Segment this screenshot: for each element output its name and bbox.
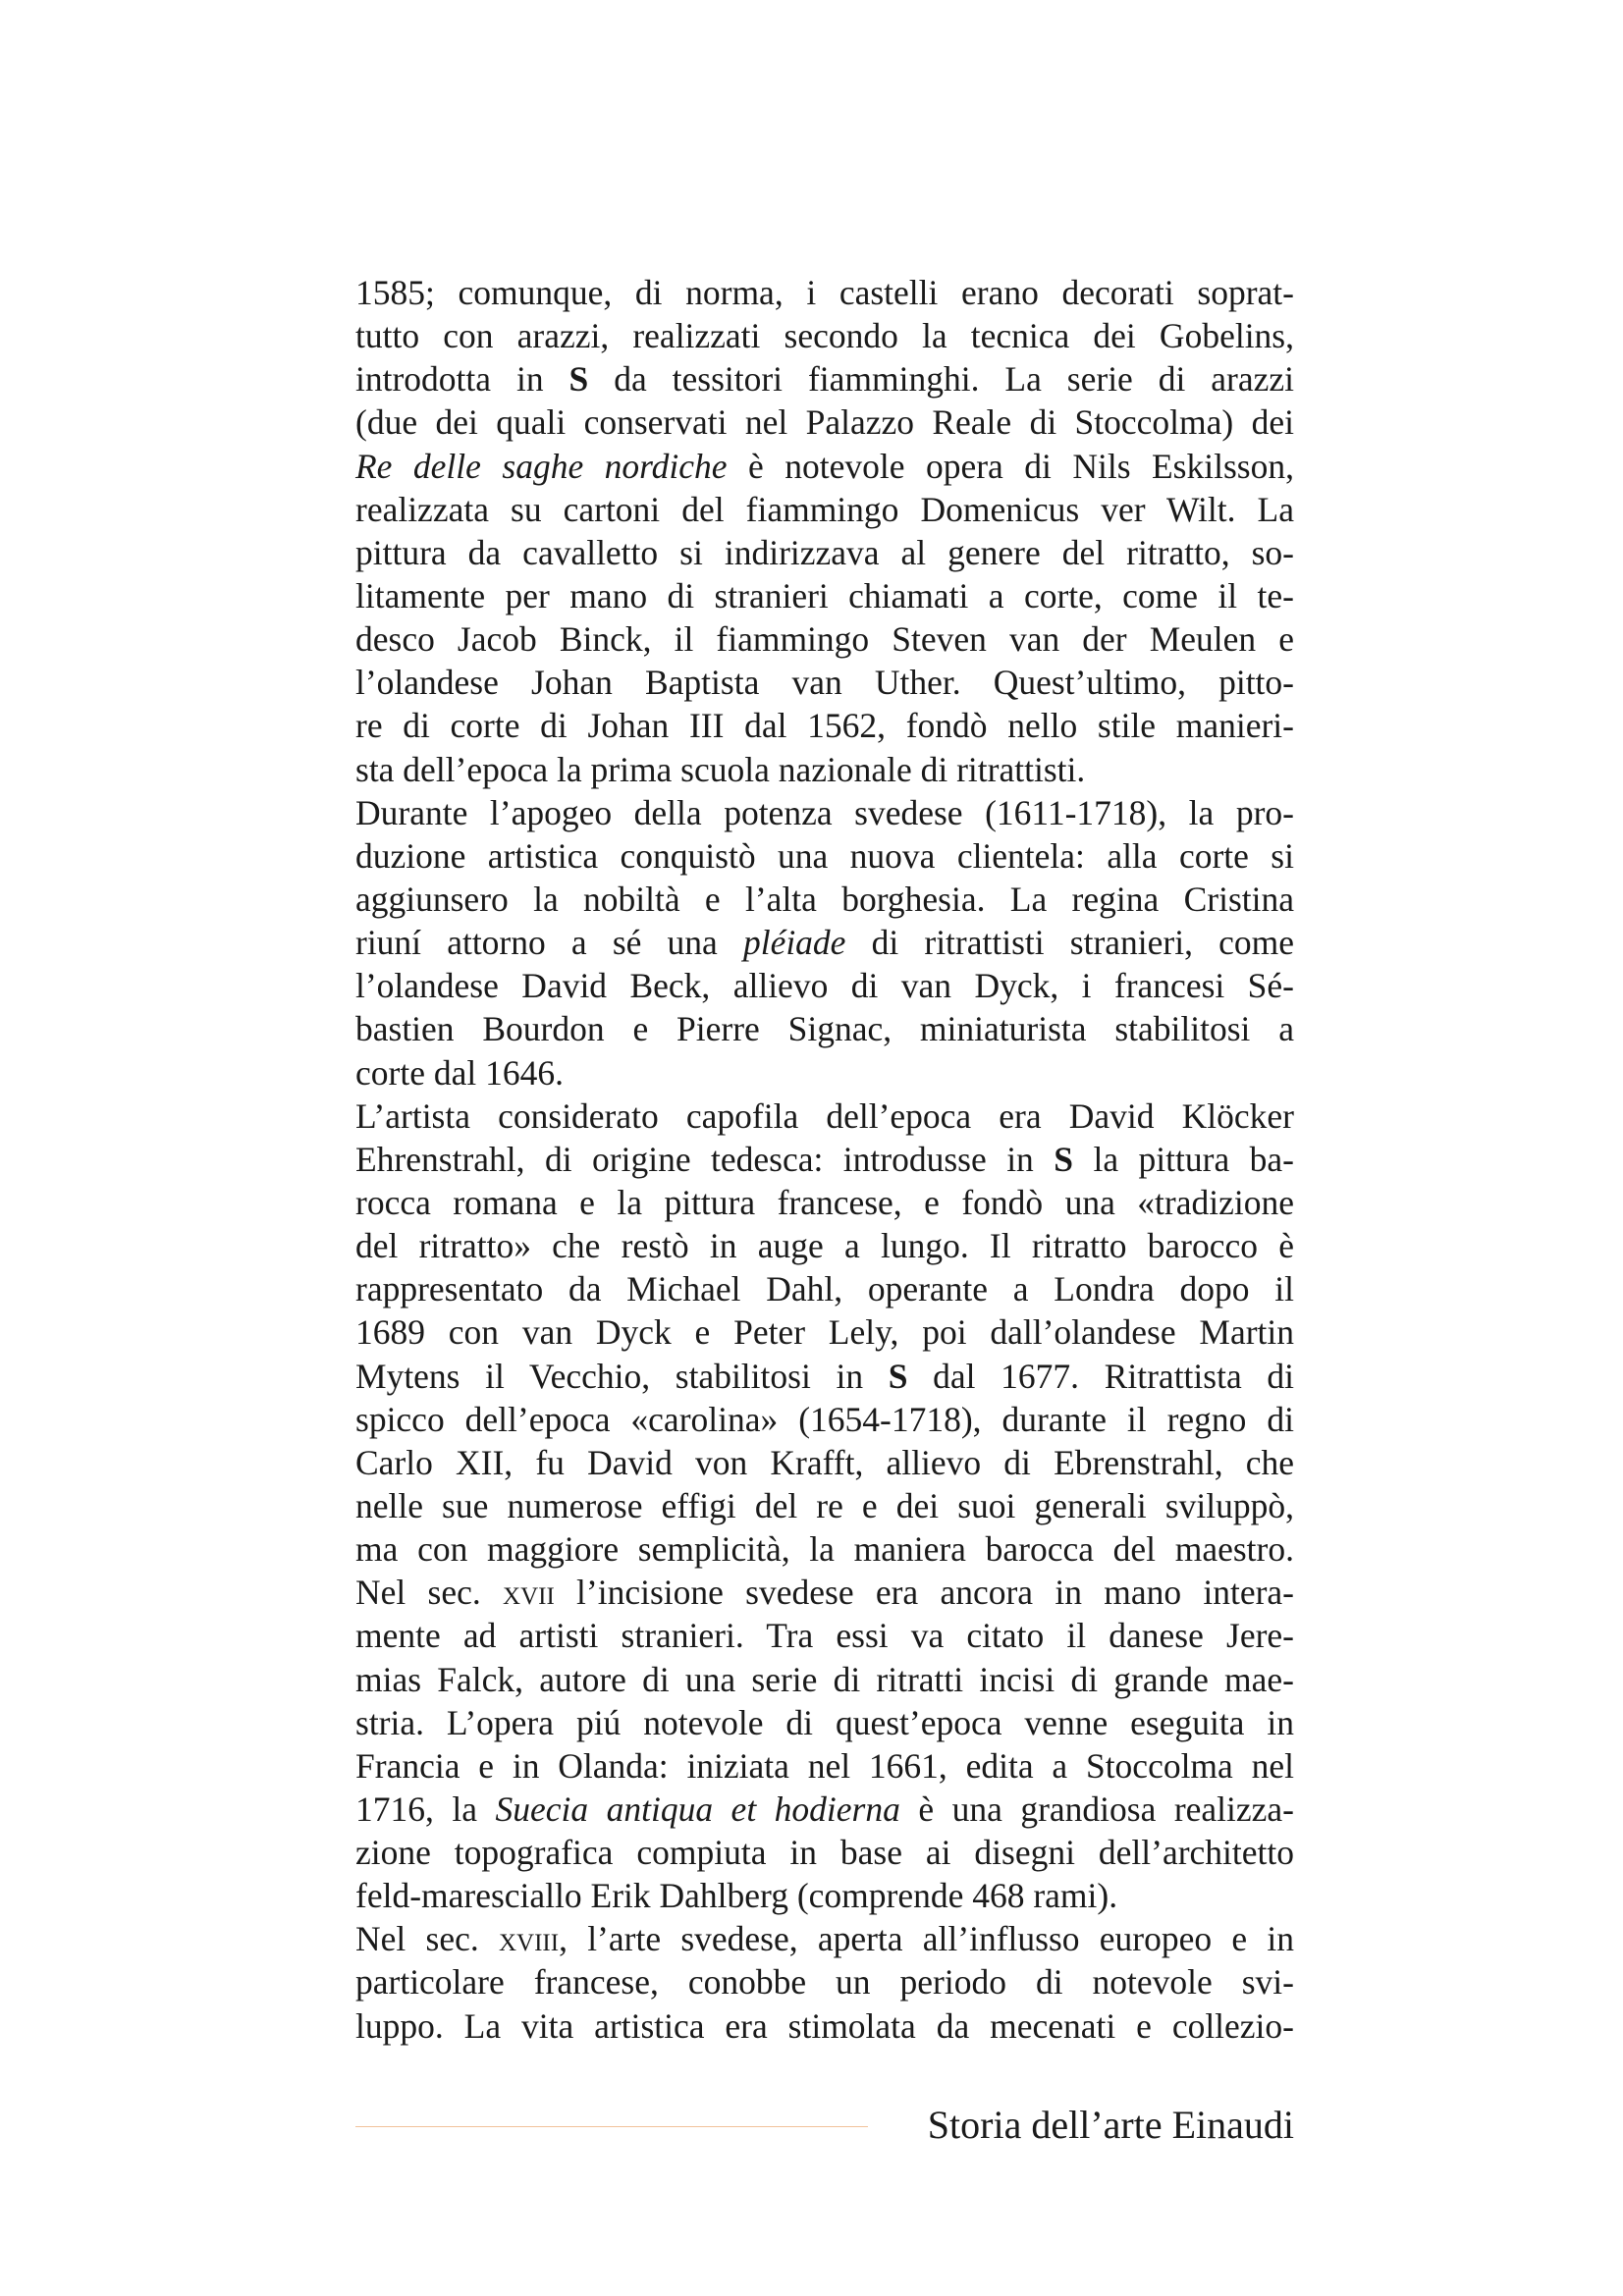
text-run: l’incisione svedese era ancora in mano intera-: [554, 1573, 1294, 1613]
text-run: la pittura ba-: [1073, 1139, 1294, 1179]
text-run: feld-maresciallo Erik Dahlberg (comprende 468 rami).: [355, 1876, 1118, 1916]
text-run: Re delle saghe nordiche: [355, 446, 728, 486]
text-run: litamente per mano di stranieri chiamati a corte, come il te-: [355, 575, 1294, 615]
text-run: l’olandese Johan Baptista van Uther. Quest’ultimo, pitto-: [355, 663, 1294, 703]
body-line: [355, 964, 1294, 1007]
text-run: da tessitori fiamminghi. La serie di arazzi: [588, 359, 1294, 400]
body-line: [355, 617, 1294, 661]
text-run: Nel sec.: [355, 1573, 504, 1613]
text-run: duzione artistica conquistò una nuova clientela: alla corte si: [355, 835, 1294, 876]
body-line: [355, 1831, 1294, 1874]
body-line: [355, 1355, 1294, 1398]
body-line: [355, 1007, 1294, 1050]
body-line: [355, 531, 1294, 574]
text-run: Nel sec.: [355, 1919, 499, 1959]
body-line: [355, 357, 1294, 400]
text-run: l’olandese David Beck, allievo di van Dyck, i francesi Sé-: [355, 966, 1294, 1006]
text-run: aggiunsero la nobiltà e l’alta borghesia. La regina Cristina: [355, 879, 1294, 919]
text-run: realizzata su cartoni del fiammingo Domenicus ver Wilt. La: [355, 489, 1294, 529]
text-run: zione topografica compiuta in base ai disegni dell’architetto: [355, 1833, 1294, 1873]
body-line: [355, 1398, 1294, 1441]
text-run: ma con maggiore semplicità, la maniera barocca del maestro.: [355, 1529, 1294, 1570]
body-line: [355, 1181, 1294, 1224]
text-run: Mytens il Vecchio, stabilitosi in: [355, 1356, 889, 1396]
text-run: pléiade: [742, 923, 846, 963]
body-line: [355, 1267, 1294, 1310]
body-line: [355, 271, 1294, 314]
body-line: [355, 1310, 1294, 1354]
body-line: [355, 400, 1294, 444]
text-run: Suecia antiqua et hodierna: [495, 1789, 900, 1829]
body-line: [355, 878, 1294, 921]
body-line: [355, 704, 1294, 747]
text-run: luppo. La vita artistica era stimolata da mecenati e collezio-: [355, 2005, 1294, 2046]
text-run: 1689 con van Dyck e Peter Lely, poi dall’olandese Martin: [355, 1312, 1294, 1353]
text-run: xvii: [503, 1573, 555, 1613]
body-line: [355, 921, 1294, 964]
text-run: Ehrenstrahl, di origine tedesca: introdusse in: [355, 1139, 1055, 1179]
text-run: riuní attorno a sé una: [355, 923, 743, 963]
body-line: [355, 1658, 1294, 1701]
text-run: sta dell’epoca la prima scuola nazionale di ritrattisti.: [355, 749, 1086, 789]
text-run: nelle sue numerose effigi del re e dei suoi generali sviluppò,: [355, 1485, 1294, 1525]
body-line: [355, 1441, 1294, 1484]
text-run: del ritratto» che restò in auge a lungo. Il ritratto barocco è: [355, 1226, 1294, 1266]
text-run: dal 1677. Ritrattista di: [907, 1356, 1294, 1396]
body-line: [355, 1788, 1294, 1831]
body-line: [355, 314, 1294, 357]
text-run: particolare francese, conobbe un periodo di notevole svi-: [355, 1962, 1294, 2002]
text-run: S: [1054, 1139, 1074, 1179]
body-line: [355, 1484, 1294, 1527]
body-line: [355, 2004, 1294, 2048]
body-line: [355, 574, 1294, 617]
body-line: [355, 1614, 1294, 1657]
body-line: [355, 1701, 1294, 1744]
body-line: [355, 445, 1294, 488]
text-run: re di corte di Johan III dal 1562, fondò nello stile manieri-: [355, 706, 1294, 746]
text-run: rappresentato da Michael Dahl, operante a Londra dopo il: [355, 1269, 1294, 1309]
text-run: di ritrattisti stranieri, come: [845, 923, 1294, 963]
text-run: Francia e in Olanda: iniziata nel 1661, edita a Stoccolma nel: [355, 1745, 1294, 1786]
text-run: 1716, la: [355, 1789, 496, 1829]
text-run: 1585; comunque, di norma, i castelli erano decorati soprat-: [355, 273, 1294, 312]
text-run: bastien Bourdon e Pierre Signac, miniaturista stabilitosi a: [355, 1009, 1294, 1049]
footer-title: Storia dell’arte Einaudi: [927, 2103, 1294, 2147]
body-line: [355, 661, 1294, 704]
text-run: spicco dell’epoca «carolina» (1654-1718), durante il regno di: [355, 1399, 1294, 1439]
text-run: desco Jacob Binck, il fiammingo Steven van der Meulen e: [355, 619, 1294, 660]
body-line: [355, 488, 1294, 531]
body-line: [355, 1527, 1294, 1571]
text-run: mias Falck, autore di una serie di ritratti incisi di grande mae-: [355, 1659, 1294, 1699]
text-run: stria. L’opera piú notevole di quest’epoca venne eseguita in: [355, 1702, 1294, 1742]
body-text: [355, 271, 1294, 2048]
text-run: Carlo XII, fu David von Krafft, allievo di Ebrenstrahl, che: [355, 1442, 1294, 1482]
body-line: [355, 1051, 1294, 1095]
text-run: introdotta in: [355, 359, 569, 400]
text-run: mente ad artisti stranieri. Tra essi va citato il danese Jere-: [355, 1616, 1294, 1656]
text-run: , l’arte svedese, aperta all’influsso europeo e in: [559, 1919, 1294, 1959]
text-run: corte dal 1646.: [355, 1052, 564, 1093]
text-run: Durante l’apogeo della potenza svedese (1611-1718), la pro-: [355, 792, 1294, 832]
body-line: [355, 834, 1294, 878]
text-run: è una grandiosa realizza-: [899, 1789, 1294, 1829]
footer-rule: [355, 2126, 868, 2127]
body-line: [355, 1095, 1294, 1138]
text-run: è notevole opera di Nils Eskilsson,: [727, 446, 1294, 486]
body-line: [355, 1960, 1294, 2003]
body-line: [355, 1744, 1294, 1788]
text-run: (due dei quali conservati nel Palazzo Reale di Stoccolma) dei: [355, 402, 1294, 443]
text-run: tutto con arazzi, realizzati secondo la tecnica dei Gobelins,: [355, 316, 1294, 356]
text-run: S: [888, 1356, 908, 1396]
text-run: S: [568, 359, 589, 400]
text-run: pittura da cavalletto si indirizzava al genere del ritratto, so-: [355, 532, 1294, 572]
text-run: L’artista considerato capofila dell’epoca era David Klöcker: [355, 1095, 1294, 1136]
text-run: xviii: [498, 1919, 560, 1959]
text-run: rocca romana e la pittura francese, e fondò una «tradizione: [355, 1182, 1294, 1222]
body-line: [355, 1571, 1294, 1614]
body-line: [355, 1917, 1294, 1960]
body-line: [355, 1874, 1294, 1917]
body-line: [355, 791, 1294, 834]
body-line: [355, 748, 1294, 791]
body-line: [355, 1224, 1294, 1267]
body-line: [355, 1138, 1294, 1181]
